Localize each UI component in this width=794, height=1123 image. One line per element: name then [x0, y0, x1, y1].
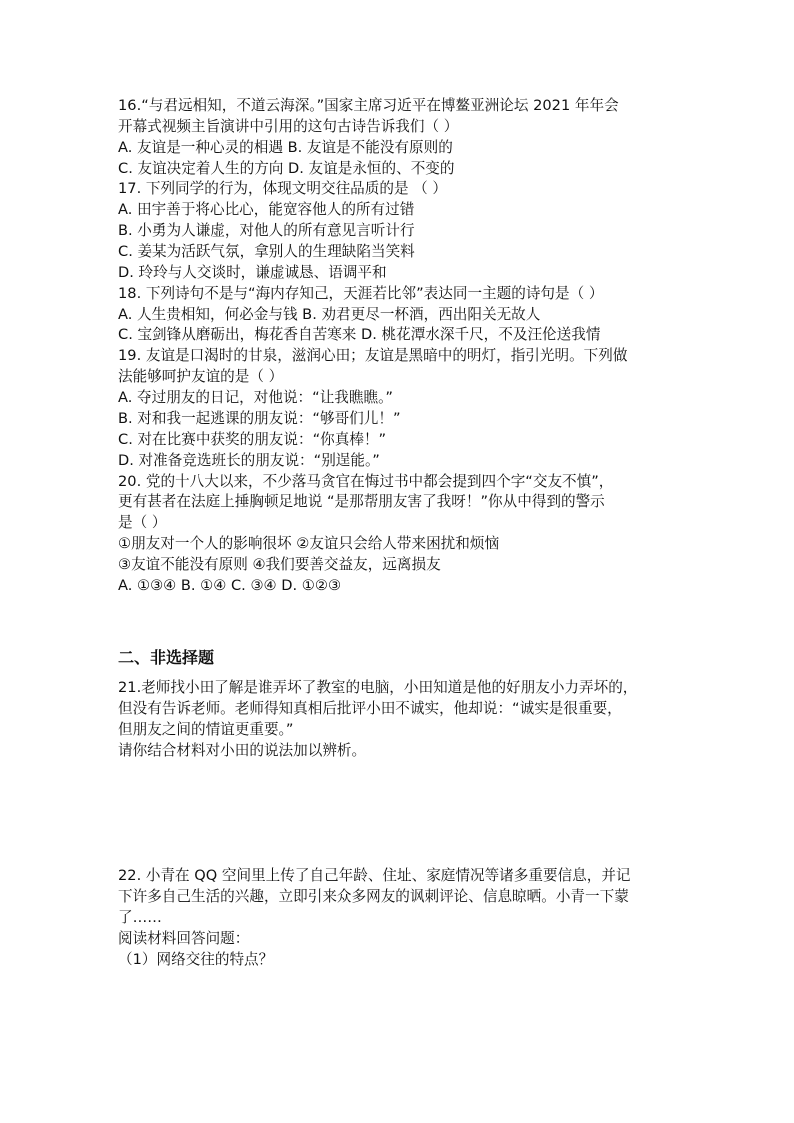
q20-options: A. ①③④ B. ①④ C. ③④ D. ①②③: [118, 577, 342, 594]
q20-stem-line-2: 更有甚者在法庭上捶胸顿足地说 “是那帮朋友害了我呀！”你从中得到的警示: [118, 493, 605, 510]
q22-line-3: 了……: [118, 909, 162, 926]
q16-options-ab: A. 友谊是一种心灵的相遇 B. 友谊是不能没有原则的: [118, 139, 453, 156]
q22-prompt: 阅读材料回答问题：: [118, 930, 250, 947]
q20-statements-34: ③友谊不能没有原则 ④我们要善交益友，远离损友: [118, 556, 441, 573]
q19-stem-line-1: 19. 友谊是口渴时的甘泉，滋润心田；友谊是黑暗中的明灯，指引光明。下列做: [118, 347, 628, 364]
q21-line-1: 21.老师找小田了解是谁弄坏了教室的电脑，小田知道是他的好朋友小力弄坏的，: [118, 679, 638, 696]
q17-option-a: A. 田宇善于将心比心，能宽容他人的所有过错: [118, 201, 415, 218]
q20-statements-12: ①朋友对一个人的影响很坏 ②友谊只会给人带来困扰和烦恼: [118, 535, 500, 552]
q19-option-b: B. 对和我一起逃课的朋友说：“够哥们儿！”: [118, 410, 401, 427]
q19-option-c: C. 对在比赛中获奖的朋友说：“你真棒！”: [118, 431, 387, 448]
q16-stem-line-2: 开幕式视频主旨演讲中引用的这句古诗告诉我们（ ）: [118, 118, 459, 135]
q17-option-b: B. 小勇为人谦虚，对他人的所有意见言听计行: [118, 222, 415, 239]
q21-line-3: 但朋友之间的情谊更重要。”: [118, 721, 294, 738]
q18-options-cd: C. 宝剑锋从磨砺出，梅花香自苦寒来 D. 桃花潭水深千尺，不及汪伦送我情: [118, 326, 601, 343]
q16-stem-line-1: 16.“与君远相知，不道云海深。”国家主席习近平在博鳌亚洲论坛 2021 年年会: [118, 97, 619, 114]
q19-stem-line-2: 法能够呵护友谊的是（ ）: [118, 368, 284, 385]
q20-stem-line-3: 是（ ）: [118, 514, 167, 531]
q19-option-d: D. 对准备竞选班长的朋友说：“别逞能。”: [118, 452, 380, 469]
q17-stem: 17. 下列同学的行为，体现文明交往品质的是 （ ）: [118, 180, 448, 197]
q21-line-2: 但没有告诉老师。老师得知真相后批评小田不诚实，他却说：“诚实是很重要，: [118, 700, 622, 717]
q18-stem: 18. 下列诗句不是与“海内存知己，天涯若比邻”表达同一主题的诗句是（ ）: [118, 285, 604, 302]
q16-options-cd: C. 友谊决定着人生的方向 D. 友谊是永恒的、不变的: [118, 160, 455, 177]
q18-options-ab: A. 人生贵相知，何必金与钱 B. 劝君更尽一杯酒，西出阳关无故人: [118, 306, 541, 323]
q19-option-a: A. 夺过朋友的日记，对他说：“让我瞧瞧。”: [118, 389, 393, 406]
q20-stem-line-1: 20. 党的十八大以来，不少落马贪官在悔过书中都会提到四个字“交友不慎”，: [118, 473, 614, 490]
section-2-heading: 二、非选择题: [118, 648, 215, 667]
q17-option-d: D. 玲玲与人交谈时，谦虚诚恳、语调平和: [118, 264, 387, 281]
q17-option-c: C. 姜某为活跃气氛，拿别人的生理缺陷当笑料: [118, 243, 415, 260]
q21-prompt: 请你结合材料对小田的说法加以辨析。: [118, 742, 367, 759]
q22-subquestion-1: （1）网络交往的特点？: [118, 951, 274, 968]
q22-line-1: 22. 小青在 QQ 空间里上传了自己年龄、住址、家庭情况等诸多重要信息，并记: [118, 867, 631, 884]
q22-line-2: 下许多自己生活的兴趣，立即引来众多网友的讽刺评论、信息晾晒。小青一下蒙: [118, 888, 629, 905]
